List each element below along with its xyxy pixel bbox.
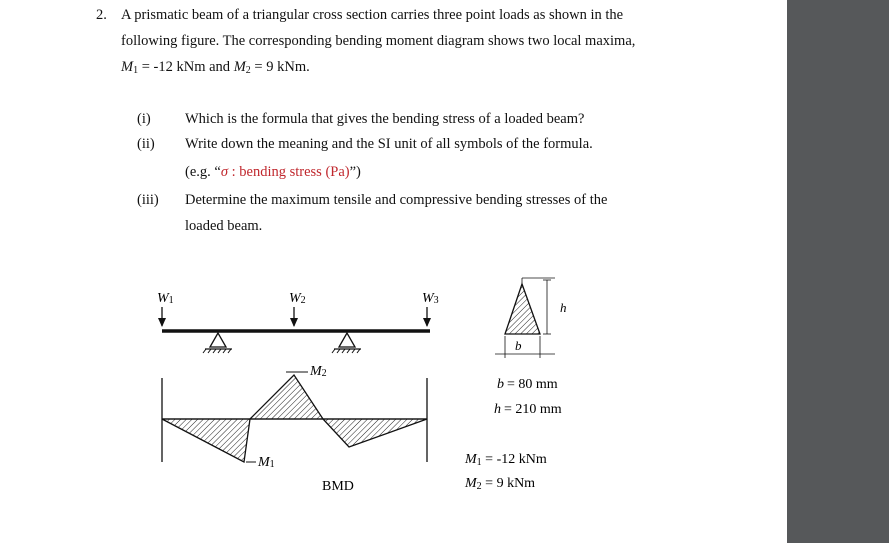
part-iii-text-2: loaded beam.	[185, 218, 263, 234]
part-ii-label: (ii)	[137, 136, 155, 152]
part-ii-text: Write down the meaning and the SI unit of all symbols of the formula.	[185, 136, 593, 152]
w2-label: W2	[289, 291, 306, 306]
triangular-cross-section	[495, 278, 555, 358]
bmd-region-negative	[162, 419, 250, 462]
bmd-label: BMD	[322, 479, 354, 494]
question-line-3: $M_1 = -12$ kNm and $M_2 = 9$ kNm.	[121, 59, 310, 76]
question-line-2: following figure. The corresponding bending moment diagram shows two local maxima,	[121, 33, 636, 49]
m2-value: M2 = 9 kNm	[465, 476, 536, 492]
part-i-text: Which is the formula that gives the bending stress of a loaded beam?	[185, 111, 585, 127]
bmd-region-negative-right	[323, 419, 427, 447]
m1-value: M1 = -12 kNm	[465, 452, 547, 468]
load-arrow-2	[290, 307, 298, 327]
m1-value-text: -12 kNm	[153, 59, 206, 75]
and-text: and	[205, 59, 234, 75]
bmd-region-positive	[250, 375, 323, 419]
part-iii-text: Determine the maximum tensile and compressive bending stresses of the	[185, 192, 608, 208]
load-arrow-3	[423, 307, 431, 327]
h-value: h = 210 mm	[494, 402, 562, 417]
support-right	[332, 333, 361, 353]
m1-subscript: 1	[133, 65, 139, 76]
sigma-symbol: σ	[220, 164, 228, 180]
m1-label: M1	[258, 455, 275, 470]
example-meaning: : bending stress (Pa)	[227, 164, 350, 180]
example-suffix: ”)	[349, 164, 361, 180]
b-value: b = 80 mm	[497, 377, 558, 392]
h-label: h	[560, 300, 567, 315]
load-arrow-1	[158, 307, 166, 327]
example-prefix: (e.g. “	[185, 164, 221, 180]
m2-label: M2	[310, 364, 327, 379]
part-i-label: (i)	[137, 111, 151, 127]
support-left	[203, 333, 232, 353]
w3-label: W3	[422, 291, 439, 306]
bending-moment-diagram	[162, 372, 427, 462]
m2-value-text: 9 kNm.	[266, 59, 310, 75]
m2-subscript: 2	[245, 65, 251, 76]
side-panel	[787, 0, 889, 543]
part-iii-label: (iii)	[137, 192, 159, 208]
question-line-1: A prismatic beam of a triangular cross section carries three point loads as shown in the	[121, 7, 624, 23]
question-number: 2.	[96, 7, 107, 23]
b-label: b	[515, 338, 522, 353]
w1-label: W1	[157, 291, 174, 306]
